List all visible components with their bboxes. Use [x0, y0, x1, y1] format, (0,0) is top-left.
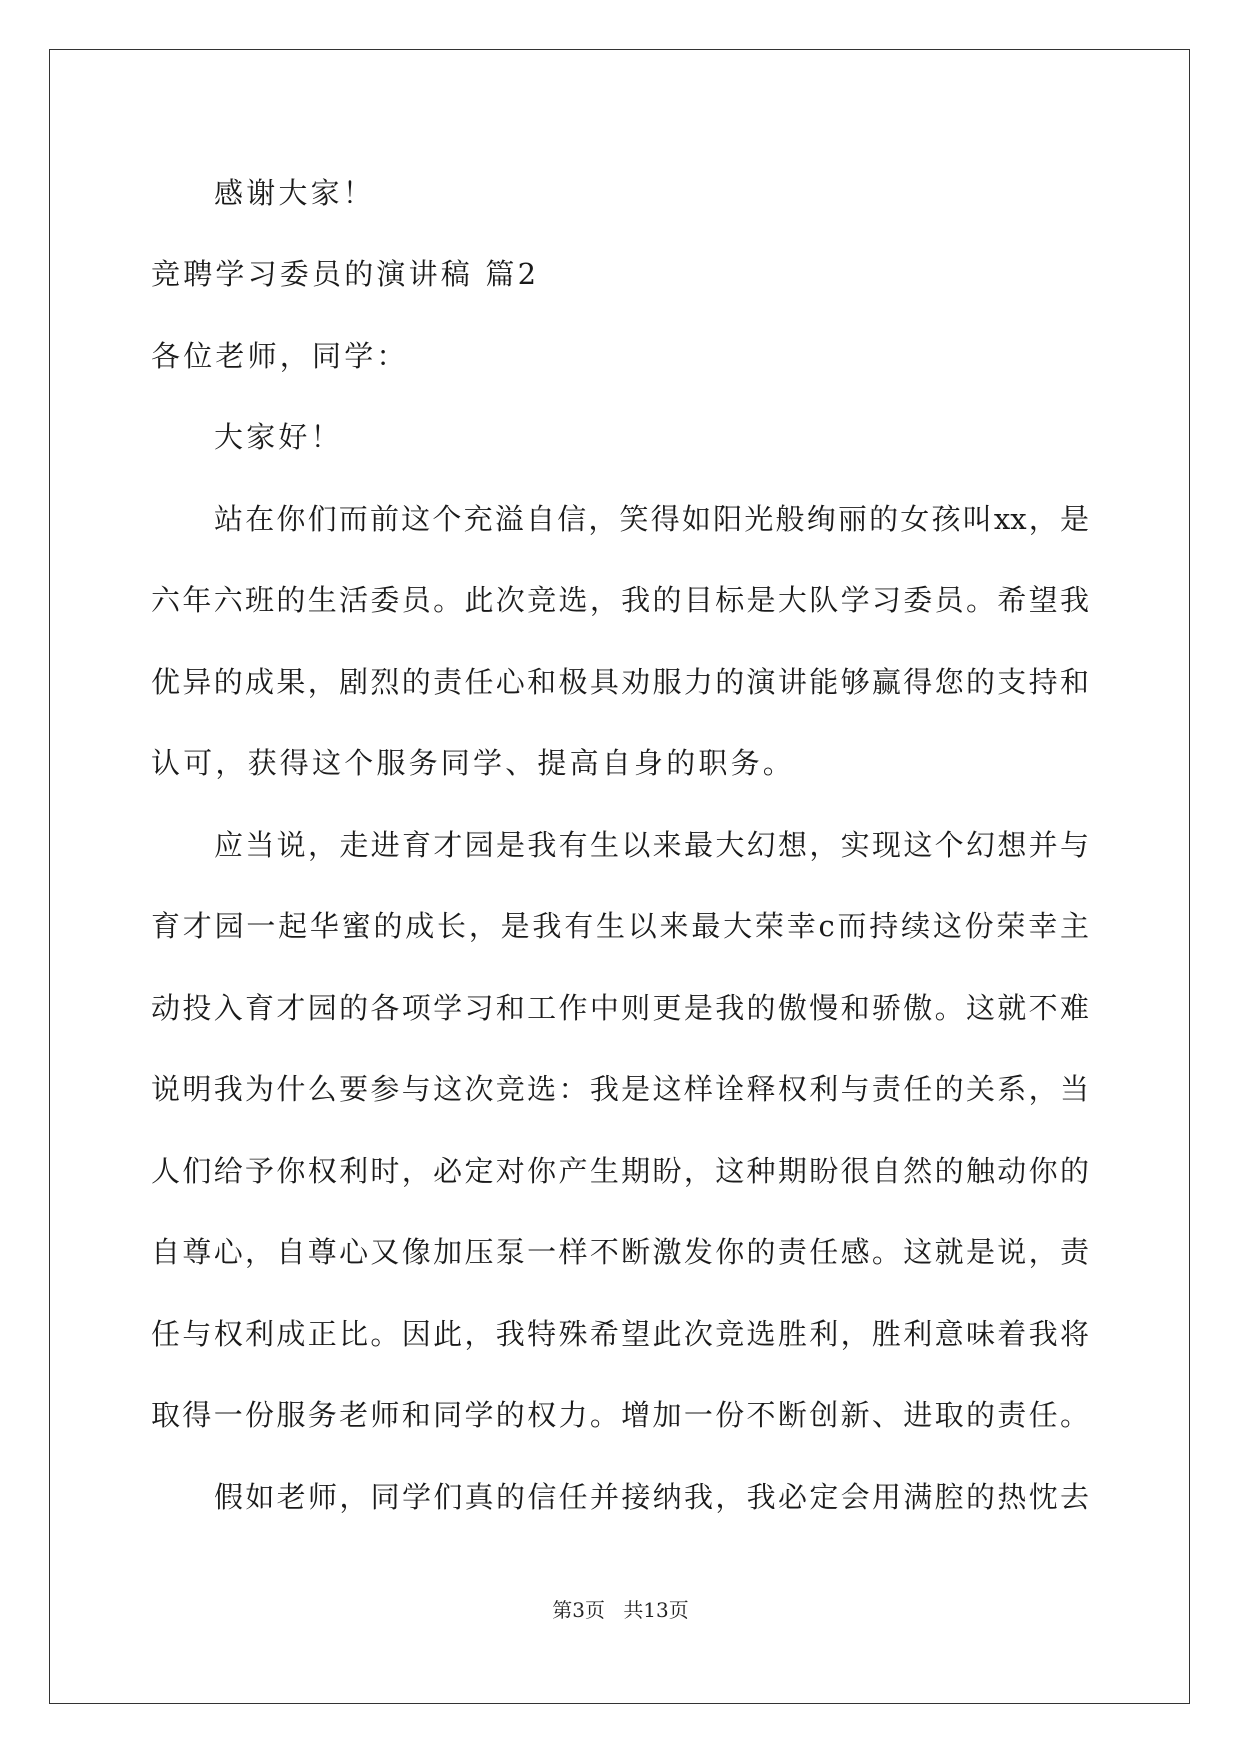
paragraph-line: 应当说，走进育才园是我有生以来最大幻想，实现这个幻想并与 — [214, 828, 1089, 862]
page-footer — [0, 1598, 1241, 1622]
section-heading: 竞聘学习委员的演讲稿 篇2 — [151, 257, 540, 291]
paragraph-line: 动投入育才园的各项学习和工作中则更是我的傲慢和骄傲。这就不难 — [151, 991, 1089, 1025]
paragraph-line: 人们给予你权利时，必定对你产生期盼，这种期盼很自然的触动你的 — [151, 1154, 1089, 1188]
paragraph-line: 认可，获得这个服务同学、提高自身的职务。 — [151, 746, 796, 780]
paragraph-line: 取得一份服务老师和同学的权力。增加一份不断创新、进取的责任。 — [151, 1398, 1089, 1432]
paragraph-line: 假如老师，同学们真的信任并接纳我，我必定会用满腔的热忱去 — [214, 1480, 1089, 1514]
page-border — [49, 49, 1190, 1704]
paragraph-line: 说明我为什么要参与这次竞选：我是这样诠释权利与责任的关系，当 — [151, 1072, 1089, 1106]
salutation: 各位老师，同学： — [151, 339, 409, 373]
greeting: 大家好！ — [214, 420, 343, 454]
text-line: 感谢大家！ — [214, 176, 376, 210]
paragraph-line: 育才园一起华蜜的成长，是我有生以来最大荣幸c而持续这份荣幸主 — [151, 909, 1089, 943]
paragraph-line: 站在你们而前这个充溢自信，笑得如阳光般绚丽的女孩叫xx，是 — [214, 502, 1089, 536]
paragraph-line: 优异的成果，剧烈的责任心和极具劝服力的演讲能够赢得您的支持和 — [151, 665, 1089, 699]
page-number-total: 共13页 — [623, 1598, 689, 1622]
page-number-current: 第3页 — [552, 1598, 605, 1622]
paragraph-line: 自尊心，自尊心又像加压泵一样不断激发你的责任感。这就是说，责 — [151, 1235, 1089, 1269]
paragraph-line: 任与权利成正比。因此，我特殊希望此次竞选胜利，胜利意味着我将 — [151, 1317, 1089, 1351]
paragraph-line: 六年六班的生活委员。此次竞选，我的目标是大队学习委员。希望我 — [151, 583, 1089, 617]
